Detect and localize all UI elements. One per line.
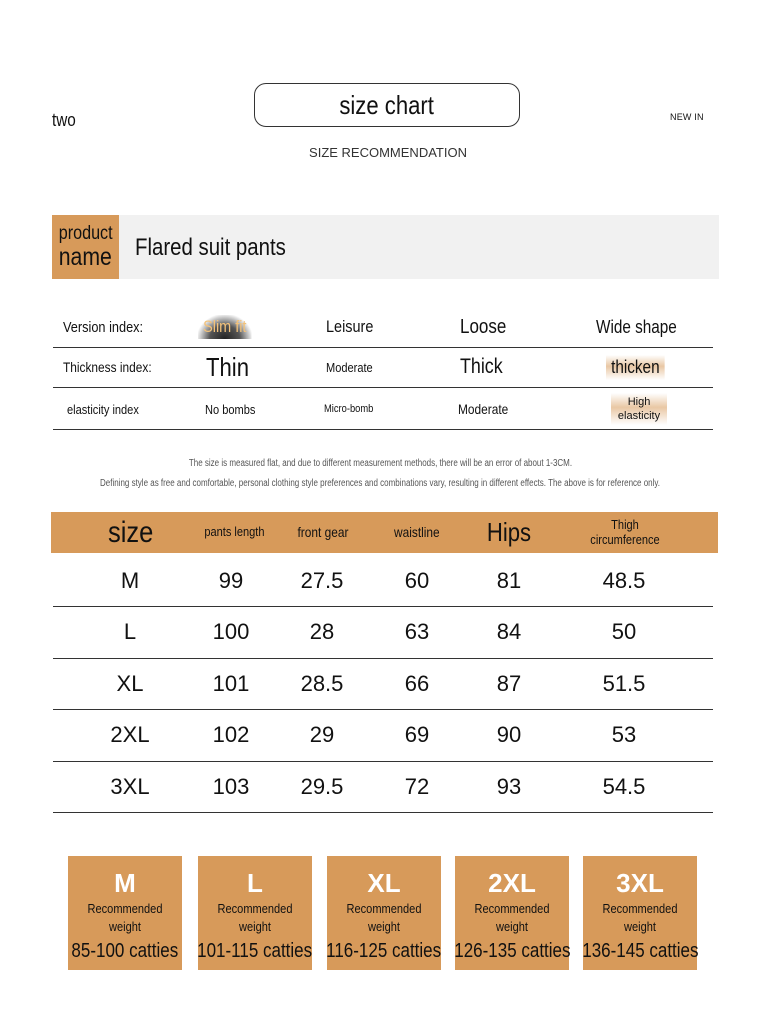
weight-card [327, 856, 441, 970]
header-pants-length: pants length [203, 524, 265, 540]
table-cell: 81 [496, 567, 522, 593]
version-option-leisure: Leisure [326, 317, 374, 336]
thickness-option-moderate: Moderate [326, 359, 373, 375]
header-thigh-circumference: Thigh circumference [590, 517, 660, 547]
weight-card [583, 856, 697, 970]
table-cell: XL [116, 670, 144, 696]
table-cell: 93 [496, 773, 522, 799]
elasticity-index-row [53, 389, 713, 430]
table-row [53, 607, 713, 659]
weight-card-label: Recommended weight [217, 901, 293, 934]
table-row [53, 710, 713, 762]
thickness-index-row [53, 347, 713, 388]
table-cell: 90 [496, 722, 522, 748]
weight-card-range: 126-135 catties [453, 940, 571, 962]
weight-card-size: L [247, 867, 263, 898]
table-cell: 103 [212, 773, 250, 799]
elasticity-index-label: elasticity index [67, 401, 139, 417]
thickness-index-label: Thickness index: [63, 359, 152, 375]
weight-card [198, 856, 312, 970]
table-cell: 2XL [110, 722, 150, 748]
thickness-option-thin: Thin [206, 351, 249, 382]
header-front-gear: front gear [297, 523, 349, 540]
elasticity-option-no-bombs: No bombs [205, 401, 256, 417]
version-option-wide-shape: Wide shape [596, 316, 677, 337]
table-cell: 48.5 [602, 567, 646, 593]
new-in-badge: NEW IN [670, 112, 704, 122]
header-size: size [108, 516, 154, 549]
table-row [53, 761, 713, 813]
table-cell: 29 [309, 722, 335, 748]
header-left-text: two [52, 110, 76, 130]
weight-card-range: 101-115 catties [197, 940, 313, 962]
table-cell: 29.5 [300, 773, 344, 799]
table-cell: 28.5 [300, 670, 344, 696]
weight-card-range: 136-145 catties [581, 940, 699, 962]
table-cell: 60 [404, 567, 430, 593]
weight-card-label: Recommended weight [602, 901, 678, 934]
elasticity-option-moderate: Moderate [458, 401, 509, 417]
table-cell: 100 [212, 619, 250, 645]
product-name-label: product name [52, 215, 119, 279]
weight-card-label: Recommended weight [346, 901, 422, 934]
table-row [53, 555, 713, 607]
table-cell: 69 [404, 722, 430, 748]
table-cell: 3XL [110, 773, 150, 799]
thickness-option-thick: Thick [460, 355, 503, 378]
weight-card-size: XL [367, 867, 401, 898]
version-option-slim-fit: Slim fit [198, 315, 252, 339]
table-cell: 50 [611, 619, 637, 645]
weight-card-label: Recommended weight [474, 901, 550, 934]
table-cell: 66 [404, 670, 430, 696]
product-name-value: Flared suit pants [135, 234, 286, 261]
table-cell: 101 [212, 670, 250, 696]
table-cell: 72 [404, 773, 430, 799]
weight-card [68, 856, 182, 970]
weight-card [455, 856, 569, 970]
table-cell: M [120, 567, 140, 593]
table-cell: 102 [212, 722, 250, 748]
version-index-label: Version index: [63, 318, 144, 336]
table-cell: 87 [496, 670, 522, 696]
weight-card-range: 116-125 catties [326, 940, 442, 962]
table-cell: 54.5 [602, 773, 646, 799]
size-chart-title: size chart [254, 83, 520, 127]
weight-card-size: 2XL [488, 867, 536, 898]
table-cell: 28 [309, 619, 335, 645]
version-option-loose: Loose [460, 315, 507, 338]
version-index-row [53, 307, 713, 348]
table-cell: 99 [218, 567, 244, 593]
weight-card-label: Recommended weight [87, 901, 163, 934]
thickness-option-thicken: thicken [606, 355, 665, 380]
elasticity-option-high-elasticity: High elasticity [611, 393, 667, 426]
table-cell: L [123, 619, 137, 645]
table-cell: 53 [611, 722, 637, 748]
elasticity-option-micro-bomb: Micro-bomb [324, 403, 374, 415]
weight-card-size: M [114, 867, 136, 898]
table-cell: 84 [496, 619, 522, 645]
header-hips: Hips [486, 517, 532, 548]
table-cell: 27.5 [300, 567, 344, 593]
header-waistline: waistline [394, 523, 440, 540]
table-cell: 63 [404, 619, 430, 645]
size-table-header [51, 512, 718, 553]
weight-card-size: 3XL [616, 867, 664, 898]
size-recommendation-subtitle: SIZE RECOMMENDATION [309, 145, 467, 160]
weight-card-range: 85-100 catties [71, 940, 179, 962]
table-row [53, 658, 713, 710]
style-disclaimer-note: Defining style as free and comfortable, personal clothing style preferences and combinations vary, resulting in different effects. The above is for reference only. [99, 478, 660, 489]
table-cell: 51.5 [602, 670, 646, 696]
measurement-note: The size is measured flat, and due to different measurement methods, there will be an error of about 1-3CM. [188, 458, 572, 469]
